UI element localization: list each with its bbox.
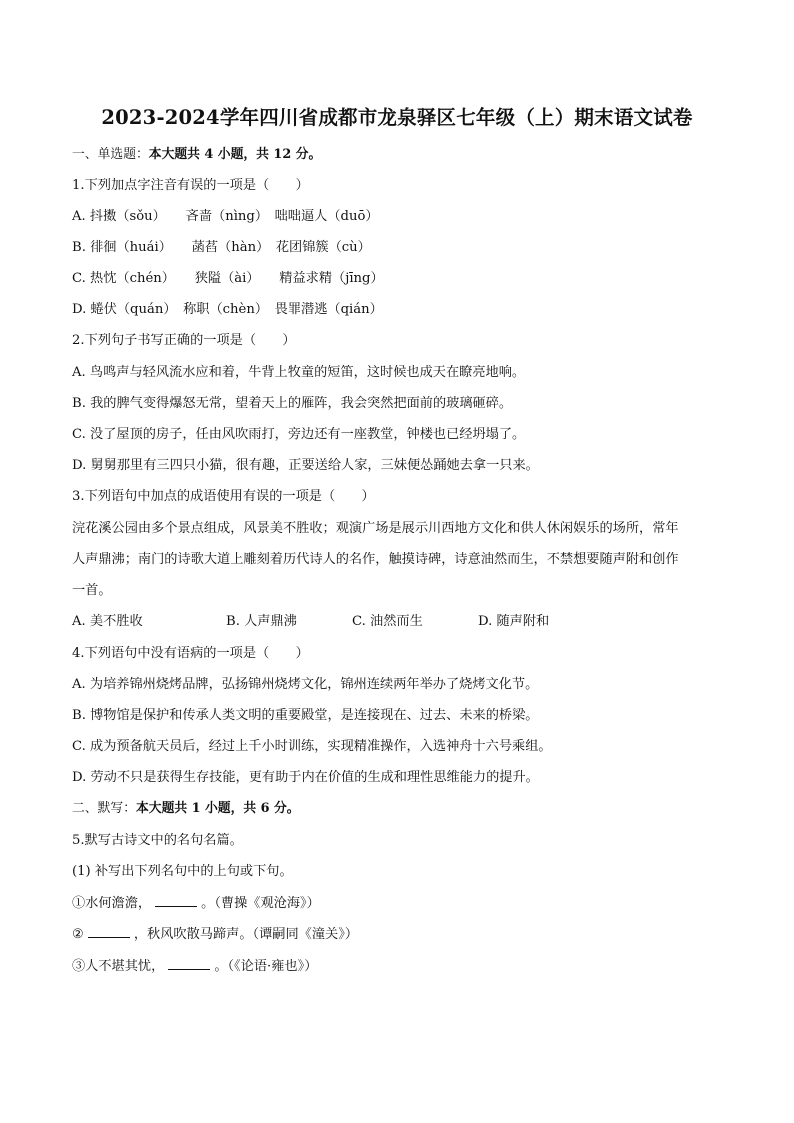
q3-option-c: C. 油然而生: [352, 614, 423, 629]
q1-option-d: D. 蜷伏（quán） 称职（chèn） 畏罪潜逃（qián）: [72, 302, 383, 317]
q1-option-c: C. 热忱（chén） 狭隘（ài） 精益求精（jīng）: [72, 271, 384, 286]
section-2-label: 二、默写：: [72, 801, 136, 816]
q5-item-1-text: ①水何澹澹，: [72, 896, 152, 911]
answer-blank[interactable]: [168, 957, 210, 970]
q5-item-1: [72, 894, 320, 913]
q2-option-a: A. 鸟鸣声与轻风流水应和着，牛背上牧童的短笛，这时候也成天在瞭亮地响。: [72, 365, 526, 380]
q5-item-2-source: ，秋风吹散马蹄声。（谭嗣同《潼关》）: [133, 927, 359, 942]
q4-stem: 4.下列语句中没有语病的一项是（ ）: [72, 646, 309, 661]
section-2-detail: 本大题共 1 小题，共 6 分。: [135, 801, 300, 816]
q5-item-3: [72, 957, 317, 976]
q4-option-c: C. 成为预备航天员后，经过上千小时训练，实现精准操作，入选神舟十六号乘组。: [72, 739, 552, 754]
q5-item-3-text: ③人不堪其忧，: [72, 959, 165, 974]
q5-stem: 5.默写古诗文中的名句名篇。: [72, 833, 243, 848]
q1-stem: 1.下列加点字注音有误的一项是（ ）: [72, 178, 309, 193]
q4-option-a: A. 为培养锦州烧烤品牌，弘扬锦州烧烤文化，锦州连续两年举办了烧烤文化节。: [72, 677, 539, 692]
q5-subquestion-1: (1) 补写出下列名句中的上句或下句。: [72, 864, 293, 879]
q4-option-d: D. 劳动不只是获得生存技能，更有助于内在价值的生成和理性思维能力的提升。: [72, 770, 539, 785]
section-1-heading: [72, 146, 321, 164]
q1-option-b: B. 徘徊（huái） 菡萏（hàn） 花团锦簇（cù）: [72, 240, 371, 255]
exam-title: 2023-2024学年四川省成都市龙泉驿区七年级（上）期末语文试卷: [101, 106, 693, 129]
q2-option-d: D. 舅舅那里有三四只小猫，很有趣，正要送给人家，三妹便怂踊她去拿一只来。: [72, 458, 539, 473]
answer-blank[interactable]: [88, 925, 130, 938]
q3-passage-line-2: 人声鼎沸；南门的诗歌大道上雕刻着历代诗人的名作，触摸诗碑，诗意油然而生，不禁想要随声附和创作: [72, 552, 679, 567]
q3-passage-line-1: 浣花溪公园由多个景点组成，风景美不胜收；观演广场是展示川西地方文化和供人休闲娱乐的场所，常年: [72, 521, 679, 536]
section-1-label: 一、单选题：: [72, 147, 149, 162]
q5-item-2: [72, 925, 358, 944]
q2-option-b: B. 我的脾气变得爆怒无常，望着天上的雁阵，我会突然把面前的玻璃砸碎。: [72, 396, 513, 411]
q1-option-a: A. 抖擞（sǒu） 吝啬（nìng） 咄咄逼人（duō）: [72, 209, 379, 224]
q3-stem: 3.下列语句中加点的成语使用有误的一项是（ ）: [72, 489, 375, 504]
section-2-heading: [72, 800, 300, 818]
q5-item-3-source: 。（《论语·雍也》）: [214, 959, 318, 974]
answer-blank[interactable]: [155, 894, 197, 907]
q3-option-a: A. 美不胜收: [72, 614, 143, 629]
q3-option-b: B. 人声鼎沸: [226, 614, 297, 629]
q3-option-d: D. 随声附和: [478, 614, 550, 629]
q4-option-b: B. 博物馆是保护和传承人类文明的重要殿堂，是连接现在、过去、未来的桥梁。: [72, 708, 539, 723]
q3-passage-line-3: 一首。: [72, 583, 112, 598]
q5-item-1-source: 。（曹操《观沧海》）: [201, 896, 320, 911]
q5-item-2-text: ②: [72, 927, 84, 942]
section-1-detail: 本大题共 4 小题，共 12 分。: [148, 147, 322, 162]
q2-stem: 2.下列句子书写正确的一项是（ ）: [72, 333, 296, 348]
q2-option-c: C. 没了屋顶的房子，任由风吹雨打，旁边还有一座教堂，钟楼也已经坍塌了。: [72, 427, 526, 442]
